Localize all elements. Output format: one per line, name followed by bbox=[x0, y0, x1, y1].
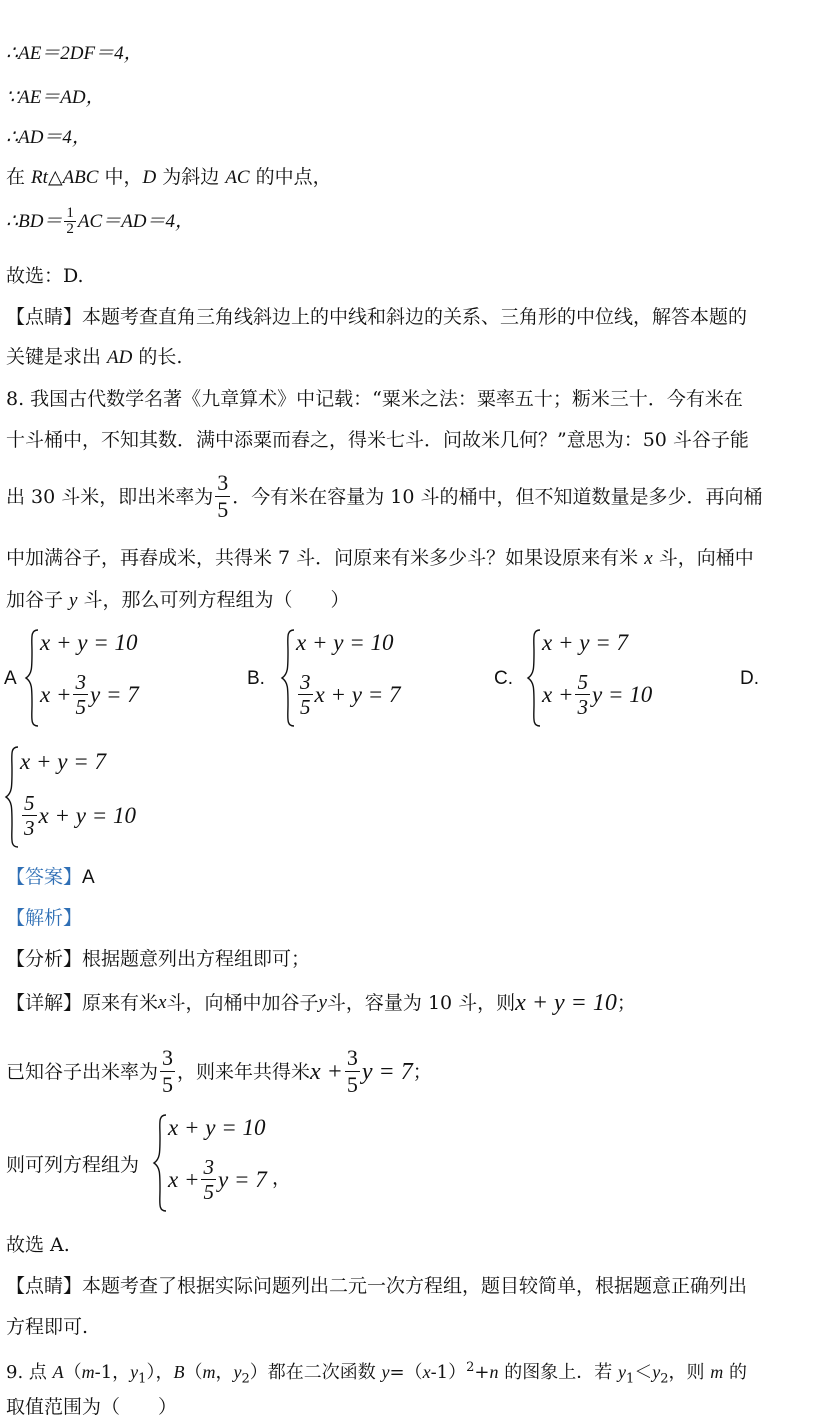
brace-icon bbox=[24, 628, 40, 728]
text: AC bbox=[225, 167, 250, 188]
equation-1: x + y = 7 bbox=[20, 749, 106, 774]
answer-line bbox=[6, 864, 95, 891]
option-c-label: C. bbox=[494, 668, 513, 689]
equation-1: x + y = 10 bbox=[296, 630, 394, 655]
text: ∴AE＝2DF＝4， bbox=[6, 43, 143, 64]
text: ∴BD＝ bbox=[6, 210, 63, 232]
text: AC＝AD＝4， bbox=[77, 210, 195, 232]
solution-system bbox=[152, 1113, 352, 1213]
detail-line: 【详解】原来有米 x 斗，向桶中加谷子 y 斗，容量为 10 斗，则 x + y = 10 ； bbox=[6, 990, 636, 1016]
option-a-label: A bbox=[4, 668, 17, 689]
fraction-one-half: $\frac{1}{2}$ bbox=[66, 205, 74, 237]
proof-line-5 bbox=[6, 206, 194, 237]
proof-line-6 bbox=[6, 263, 84, 289]
option-c-system bbox=[526, 628, 726, 728]
q9-line-2: 取值范围为（ ） bbox=[6, 1396, 178, 1418]
comma: ， bbox=[272, 1167, 292, 1189]
analysis-tag: 【解析】 bbox=[6, 907, 83, 929]
equation-2: $\frac{5}{3}$ x + y = 10 bbox=[24, 791, 136, 840]
brace-icon bbox=[152, 1113, 168, 1213]
text: 的中点， bbox=[249, 166, 332, 188]
option-a-system bbox=[24, 628, 224, 728]
text: ∵AE＝AD， bbox=[6, 87, 105, 108]
q8-line-2: 十斗桶中，不知其数．满中添粟而舂之，得米七斗．问故米几何？”意思为：50 斗谷子能 bbox=[6, 429, 749, 451]
text: 为斜边 bbox=[156, 166, 226, 188]
equation-1: x + y = 10 bbox=[168, 1115, 266, 1140]
text: ∴AD＝4， bbox=[6, 127, 91, 148]
system-intro: 则可列方程组为 bbox=[6, 1154, 140, 1176]
equation-1: x + y = 7 bbox=[542, 630, 628, 655]
note2-line-1: 【点睛】本题考查了根据实际问题列出二元一次方程组，题目较简单，根据题意正确列出 bbox=[6, 1275, 748, 1297]
text: 故选：D. bbox=[6, 265, 84, 287]
option-d-label: D. bbox=[740, 668, 759, 689]
rate-line: 已知谷子出米率为 $\frac{3}{5}$ ，则来年共得米 x + $\frac{3}{5}$ y = 7 ； bbox=[6, 1045, 432, 1097]
note-line-2: 关键是求出 AD 的长. bbox=[6, 346, 183, 368]
q8-line-1: 8. 我国古代数学名著《九章算术》中记载：“粟米之法：粟率五十；粝米三十．今有米在 bbox=[6, 388, 743, 410]
note-line-1 bbox=[6, 304, 747, 330]
text: 中， bbox=[98, 166, 143, 188]
equation-2: x + $\frac{5}{3}$ y = 10 bbox=[542, 670, 653, 719]
note2-line-2: 方程即可. bbox=[6, 1316, 89, 1338]
text: D bbox=[142, 167, 157, 188]
text: 在 bbox=[6, 166, 32, 188]
analysis-line: 【分析】根据题意列出方程组即可； bbox=[6, 948, 311, 970]
q8-line-4: 中加满谷子，再舂成米，共得米 7 斗．问原来有米多少斗？如果设原来有米 x 斗，向桶中 bbox=[6, 547, 754, 569]
option-b-system bbox=[280, 628, 480, 728]
text: 【点睛】本题考查直角三角线斜边上的中线和斜边的关系、三角形的中位线，解答本题的 bbox=[6, 306, 748, 328]
proof-line-1 bbox=[6, 40, 143, 67]
choose-line: 故选 A. bbox=[6, 1234, 70, 1256]
brace-icon bbox=[4, 745, 20, 849]
answer-value: A bbox=[82, 867, 95, 888]
brace-icon bbox=[280, 628, 296, 728]
equation-1: x + y = 10 bbox=[40, 630, 138, 655]
proof-line-4 bbox=[6, 164, 332, 191]
equation-2: x + $\frac{3}{5}$ y = 7 bbox=[40, 670, 139, 719]
q8-line-3: 出 30 斗米，即出米率为 $\frac{3}{5}$ ．今有米在容量为 10 斗的桶中，但不知道数量是多少．再向桶 bbox=[6, 470, 763, 522]
option-d-system bbox=[4, 745, 204, 849]
fraction-three-fifths: $\frac{3}{5}$ bbox=[217, 470, 229, 522]
text: △ bbox=[47, 166, 63, 188]
equation-2: x + $\frac{3}{5}$ y = 7 bbox=[168, 1155, 267, 1204]
text: ABC bbox=[62, 167, 99, 188]
q9-line-1: 9. 点 A（m-1，$y_1$），B（m，$y_2$）都在二次函数 $y=(x-1)^2+n$ 的图象上．若 $y_1<y_2$，则 m 的 bbox=[6, 1360, 747, 1387]
equation-2: $\frac{3}{5}$ x + y = 7 bbox=[300, 670, 401, 719]
proof-line-3 bbox=[6, 124, 91, 151]
option-b-label: B. bbox=[247, 668, 265, 689]
brace-icon bbox=[526, 628, 542, 728]
text: Rt bbox=[31, 167, 48, 188]
answer-tag: 【答案】 bbox=[6, 866, 83, 888]
q8-line-5: 加谷子 y 斗，那么可列方程组为（ ） bbox=[6, 589, 350, 611]
proof-line-2 bbox=[6, 84, 105, 111]
